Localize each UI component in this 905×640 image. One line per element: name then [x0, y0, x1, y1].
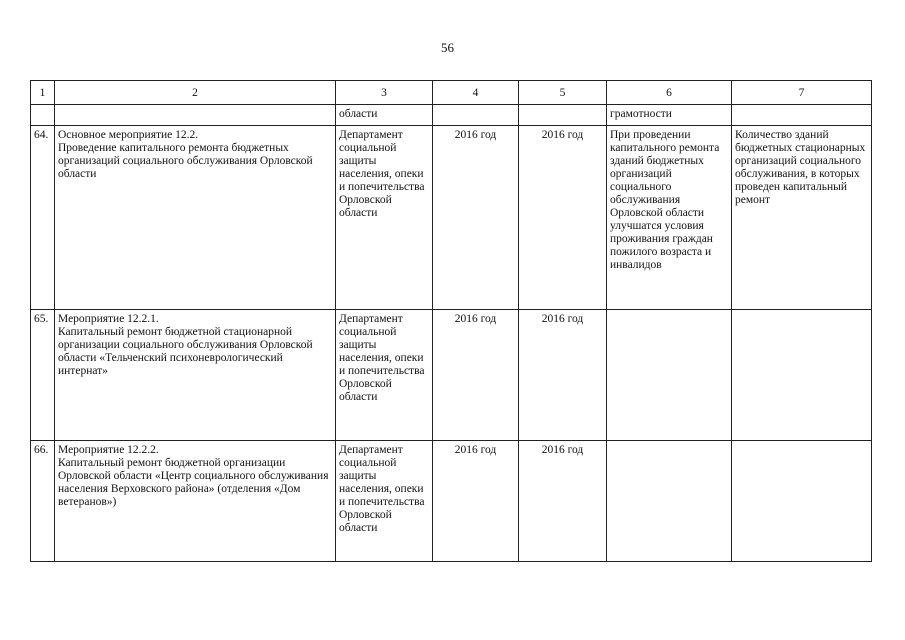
- result-cell: [607, 441, 732, 562]
- column-header: 4: [433, 81, 519, 105]
- column-header: 7: [732, 81, 872, 105]
- end-year: 2016 год: [519, 126, 607, 310]
- indicator-cell: Количество зданий бюджетных стационарных организаций социального обслуживания, в которых проведен капитальный ремонт: [732, 126, 872, 310]
- result-cell: грамотности: [607, 105, 732, 126]
- table-cell: [519, 105, 607, 126]
- executor-cell: Департамент социальной защиты населения, опеки и попечительства Орловской области: [336, 126, 433, 310]
- activity-title: Мероприятие 12.2.1. Капитальный ремонт бюджетной стационарной организации социального обслуживания Орловской области «Тельченский психоневрологический интернат»: [55, 310, 336, 441]
- indicator-cell: [732, 441, 872, 562]
- page-number: 56: [441, 40, 454, 55]
- column-header: 2: [55, 81, 336, 105]
- column-header: 1: [31, 81, 55, 105]
- table-cell: [732, 105, 872, 126]
- table-row: [31, 126, 872, 310]
- executor-cell: области: [336, 105, 433, 126]
- table-cell: [31, 105, 55, 126]
- start-year: 2016 год: [433, 126, 519, 310]
- activities-table: [30, 80, 872, 562]
- executor-cell: Департамент социальной защиты населения, опеки и попечительства Орловской области: [336, 310, 433, 441]
- row-number: 65.: [31, 310, 55, 441]
- table-cell: [433, 105, 519, 126]
- column-header: 3: [336, 81, 433, 105]
- table-header-row: [31, 81, 872, 105]
- result-cell: При проведении капитального ремонта зданий бюджетных организаций социального обслуживания Орловской области улучшатся условия проживания граждан пожилого возраста и инвалидов: [607, 126, 732, 310]
- activity-title: Основное мероприятие 12.2. Проведение капитального ремонта бюджетных организаций социального обслуживания Орловской области: [55, 126, 336, 310]
- column-header: 6: [607, 81, 732, 105]
- row-number: 64.: [31, 126, 55, 310]
- column-header: 5: [519, 81, 607, 105]
- result-cell: [607, 310, 732, 441]
- table-row: [31, 105, 872, 126]
- executor-cell: Департамент социальной защиты населения, опеки и попечительства Орловской области: [336, 441, 433, 562]
- table-row: [31, 310, 872, 441]
- start-year: 2016 год: [433, 310, 519, 441]
- end-year: 2016 год: [519, 310, 607, 441]
- row-number: 66.: [31, 441, 55, 562]
- start-year: 2016 год: [433, 441, 519, 562]
- activity-title: Мероприятие 12.2.2. Капитальный ремонт бюджетной организации Орловской области «Центр социального обслуживания населения Верховского района» (отделения «Дом ветеранов»): [55, 441, 336, 562]
- table-cell: [55, 105, 336, 126]
- indicator-cell: [732, 310, 872, 441]
- end-year: 2016 год: [519, 441, 607, 562]
- table-row: [31, 441, 872, 562]
